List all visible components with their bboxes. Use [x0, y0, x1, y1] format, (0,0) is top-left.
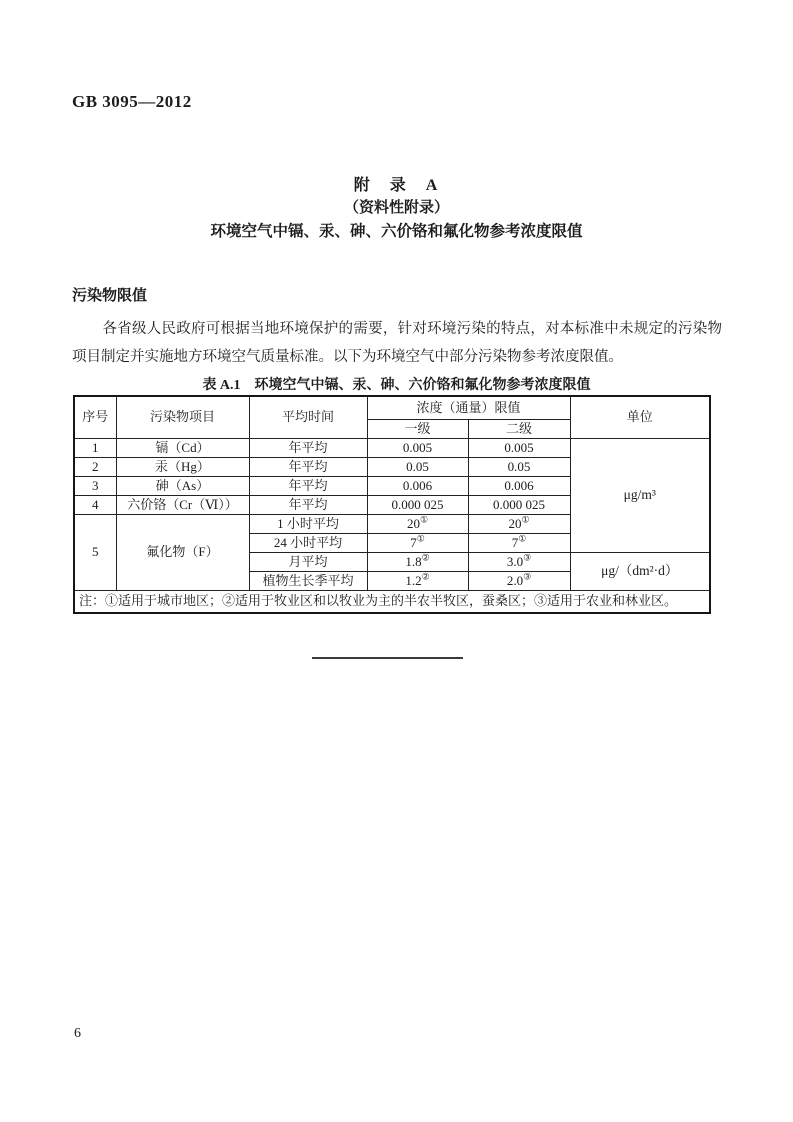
limits-table [73, 395, 711, 614]
cell-level1-value: 0.05 [367, 457, 468, 476]
cell-unit-deposition: μg/（dm²·d） [570, 552, 710, 590]
cell-level1-value: 7① [367, 533, 468, 552]
header-limit-group: 浓度（通量）限值 [367, 396, 570, 419]
cell-level2-value: 3.0③ [468, 552, 570, 571]
cell-level1-value: 20① [367, 514, 468, 533]
footnote-marker: ② [421, 552, 430, 563]
header-pollutant: 污染物项目 [116, 396, 249, 438]
header-level2: 二级 [468, 419, 570, 438]
cell-level2-value: 7① [468, 533, 570, 552]
cell-unit-volume: μg/m³ [570, 438, 710, 552]
header-unit: 单位 [570, 396, 710, 438]
cell-avg-time: 植物生长季平均 [249, 571, 367, 590]
footnote-marker: ③ [523, 571, 532, 582]
appendix-title-block [0, 175, 793, 242]
cell-level2-value: 2.0③ [468, 571, 570, 590]
cell-level2-value: 0.05 [468, 457, 570, 476]
cell-no: 5 [74, 514, 116, 590]
table-row [74, 438, 710, 457]
footnote-marker: ① [416, 533, 425, 544]
cell-level1-value: 0.006 [367, 476, 468, 495]
footnote-marker: ③ [523, 552, 532, 563]
cell-avg-time: 1 小时平均 [249, 514, 367, 533]
table-caption: 表 A.1 环境空气中镉、汞、砷、六价铬和氟化物参考浓度限值 [202, 378, 591, 393]
body-paragraph: 各省级人民政府可根据当地环境保护的需要，针对环境污染的特点，对本标准中未规定的污染物项目制定并实施地方环境空气质量标准。以下为环境空气中部分污染物参考浓度限值。 [72, 321, 722, 365]
cell-avg-time: 年平均 [249, 476, 367, 495]
appendix-title: 附 录 A [353, 177, 440, 194]
cell-no: 4 [74, 495, 116, 514]
cell-avg-time: 年平均 [249, 495, 367, 514]
cell-avg-time: 月平均 [249, 552, 367, 571]
footnote-marker: ① [521, 514, 530, 525]
footnote-marker: ① [419, 514, 429, 525]
cell-level1-value: 0.000 025 [367, 495, 468, 514]
table-note-row [74, 590, 710, 613]
cell-level1-value: 0.005 [367, 438, 468, 457]
cell-no: 2 [74, 457, 116, 476]
cell-level1-value: 1.2② [367, 571, 468, 590]
appendix-heading: 环境空气中镉、汞、砷、六价铬和氟化物参考浓度限值 [210, 223, 583, 240]
cell-level2-value: 0.006 [468, 476, 570, 495]
cell-level2-value: 20① [468, 514, 570, 533]
cell-avg-time: 年平均 [249, 438, 367, 457]
standard-code: GB 3095—2012 [72, 92, 192, 111]
header-level1: 一级 [367, 419, 468, 438]
cell-no: 1 [74, 438, 116, 457]
cell-level2-value: 0.000 025 [468, 495, 570, 514]
cell-level1-value: 1.8② [367, 552, 468, 571]
section-heading: 污染物限值 [72, 288, 148, 304]
cell-pollutant: 氟化物（F） [116, 514, 249, 590]
page-number: 6 [74, 1026, 81, 1041]
cell-pollutant: 砷（As） [116, 476, 249, 495]
cell-avg-time: 24 小时平均 [249, 533, 367, 552]
footnote-marker: ① [518, 533, 527, 544]
cell-pollutant: 镉（Cd） [116, 438, 249, 457]
header-index: 序号 [74, 396, 116, 438]
table-header-row-1 [74, 396, 710, 419]
header-avg-time: 平均时间 [249, 396, 367, 438]
table-note: 注：①适用于城市地区；②适用于牧业区和以牧业为主的半农半牧区，蚕桑区；③适用于农业和林业区。 [74, 590, 710, 613]
cell-level2-value: 0.005 [468, 438, 570, 457]
appendix-subtitle: （资料性附录） [343, 200, 449, 216]
cell-pollutant: 汞（Hg） [116, 457, 249, 476]
footnote-marker: ② [421, 571, 430, 582]
cell-avg-time: 年平均 [249, 457, 367, 476]
end-of-text-line [312, 657, 463, 659]
cell-no: 3 [74, 476, 116, 495]
cell-pollutant: 六价铬（Cr（Ⅵ）） [116, 495, 249, 514]
